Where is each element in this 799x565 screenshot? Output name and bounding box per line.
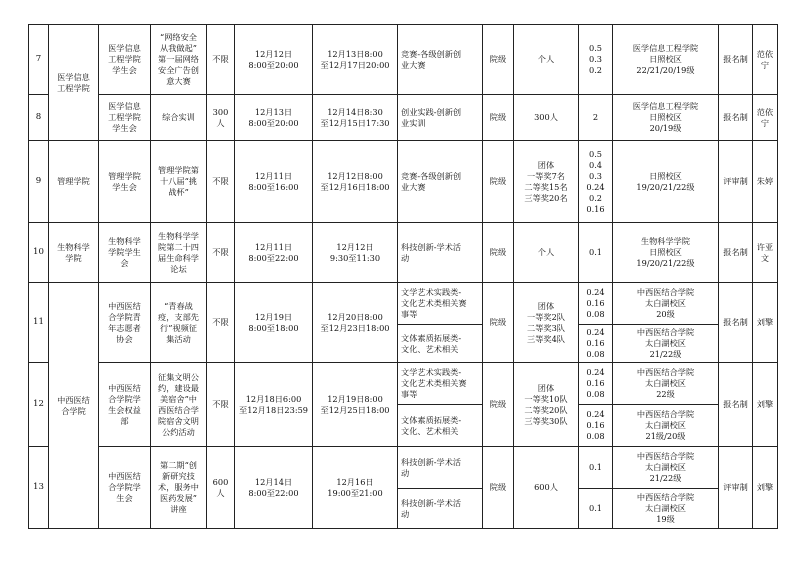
table-row [29, 283, 778, 325]
activity-name-cell: 第二期“创 新研究技 术，服务中 医药发展” 讲座 [151, 447, 207, 529]
campus-cell: 医学信息工程学院 日照校区 22/21/20/19级 [613, 25, 719, 95]
signup-time-cell: 12月13日 8:00至20:00 [235, 95, 313, 141]
row-number: 11 [29, 283, 49, 363]
activity-time-cell: 12月20日8:00 至12月23日18:00 [313, 283, 398, 363]
category-cell: 文体素质拓展类- 文化、艺术相关 [398, 405, 483, 447]
limit-cell: 不限 [207, 25, 235, 95]
signup-time-cell: 12月11日 8:00至22:00 [235, 223, 313, 283]
contact-cell: 朱婷 [753, 141, 778, 223]
campus-cell: 中西医结合学院 太白湖校区 21级/20级 [613, 405, 719, 447]
campus-cell: 中西医结合学院 太白湖校区 20级 [613, 283, 719, 325]
category-cell: 科技创新-学术活 动 [398, 447, 483, 489]
organizer-cell: 中西医结 合学院学 生会 [99, 447, 151, 529]
level-cell: 院级 [483, 25, 514, 95]
level-cell: 院级 [483, 363, 514, 447]
contact-cell: 许亚文 [753, 223, 778, 283]
points-cell: 0.1 [579, 489, 613, 529]
awards-cell: 团体 一等奖10队 二等奖20队 三等奖30队 [514, 363, 579, 447]
points-cell: 0.1 [579, 223, 613, 283]
organizer-cell: 中西医结 合学院青 年志愿者 协会 [99, 283, 151, 363]
category-cell: 竞赛-各级创新创 业大赛 [398, 25, 483, 95]
table-row [29, 447, 778, 489]
awards-cell: 团体 一等奖2队 二等奖3队 三等奖4队 [514, 283, 579, 363]
method-cell: 评审制 [719, 447, 753, 529]
method-cell: 报名制 [719, 223, 753, 283]
table-row [29, 223, 778, 283]
college-cell: 管理学院 [49, 141, 99, 223]
activity-name-cell: 生物科学学 院第二十四 届生命科学 论坛 [151, 223, 207, 283]
awards-cell: 600人 [514, 447, 579, 529]
method-cell: 报名制 [719, 283, 753, 363]
activity-table [28, 24, 778, 529]
college-cell: 医学信息 工程学院 [49, 25, 99, 141]
limit-cell: 600人 [207, 447, 235, 529]
awards-cell: 300人 [514, 95, 579, 141]
method-cell: 评审制 [719, 141, 753, 223]
organizer-cell: 管理学院 学生会 [99, 141, 151, 223]
method-cell: 报名制 [719, 95, 753, 141]
row-number: 13 [29, 447, 49, 529]
level-cell: 院级 [483, 283, 514, 363]
activity-time-cell: 12月16日 19:00至21:00 [313, 447, 398, 529]
activity-name-cell: 管理学院第 十八届“挑 战杯” [151, 141, 207, 223]
organizer-cell: 生物科学 学院学生 会 [99, 223, 151, 283]
campus-cell: 中西医结合学院 太白湖校区 21/22级 [613, 447, 719, 489]
activity-time-cell: 12月12日8:00 至12月16日18:00 [313, 141, 398, 223]
points-cell: 0.5 0.3 0.2 [579, 25, 613, 95]
row-number: 7 [29, 25, 49, 95]
table-row [29, 25, 778, 95]
limit-cell: 300人 [207, 95, 235, 141]
points-cell: 0.5 0.4 0.3 0.24 0.2 0.16 [579, 141, 613, 223]
points-cell: 0.24 0.16 0.08 [579, 363, 613, 405]
category-cell: 科技创新-学术活 动 [398, 223, 483, 283]
category-cell: 文学艺术实践类- 文化艺术类相关赛 事等 [398, 283, 483, 325]
awards-cell: 个人 [514, 223, 579, 283]
awards-cell: 团体 一等奖7名 二等奖15名 三等奖20名 [514, 141, 579, 223]
category-cell: 竞赛-各级创新创 业大赛 [398, 141, 483, 223]
row-number: 12 [29, 363, 49, 447]
college-cell: 中西医结 合学院 [49, 283, 99, 529]
awards-cell: 个人 [514, 25, 579, 95]
category-cell: 文学艺术实践类- 文化艺术类相关赛 事等 [398, 363, 483, 405]
campus-cell: 中西医结合学院 太白湖校区 21/22级 [613, 325, 719, 363]
method-cell: 报名制 [719, 363, 753, 447]
signup-time-cell: 12月14日 8:00至22:00 [235, 447, 313, 529]
category-cell: 创业实践-创新创 业实训 [398, 95, 483, 141]
points-cell: 0.24 0.16 0.08 [579, 405, 613, 447]
organizer-cell: 医学信息 工程学院 学生会 [99, 25, 151, 95]
row-number: 9 [29, 141, 49, 223]
signup-time-cell: 12月11日 8:00至16:00 [235, 141, 313, 223]
college-cell: 生物科学 学院 [49, 223, 99, 283]
campus-cell: 医学信息工程学院 日照校区 20/19级 [613, 95, 719, 141]
points-cell: 0.1 [579, 447, 613, 489]
activity-name-cell: 征集文明公 约，建设最 美宿舍”中 西医结合学 院宿舍文明 公约活动 [151, 363, 207, 447]
points-cell: 0.24 0.16 0.08 [579, 325, 613, 363]
category-cell: 文体素质拓展类- 文化、艺术相关 [398, 325, 483, 363]
table-row [29, 141, 778, 223]
contact-cell: 范依宁 [753, 95, 778, 141]
activity-name-cell: 综合实训 [151, 95, 207, 141]
signup-time-cell: 12月18日6:00 至12月18日23:59 [235, 363, 313, 447]
organizer-cell: 医学信息 工程学院 学生会 [99, 95, 151, 141]
level-cell: 院级 [483, 447, 514, 529]
limit-cell: 不限 [207, 283, 235, 363]
signup-time-cell: 12月19日 8:00至18:00 [235, 283, 313, 363]
campus-cell: 中西医结合学院 太白湖校区 19级 [613, 489, 719, 529]
method-cell: 报名制 [719, 25, 753, 95]
points-cell: 0.24 0.16 0.08 [579, 283, 613, 325]
activity-name-cell: “网络安全 从我做起” 第一届网络 安全广告创 意大赛 [151, 25, 207, 95]
contact-cell: 范依宁 [753, 25, 778, 95]
activity-time-cell: 12月14日8:30 至12月15日17:30 [313, 95, 398, 141]
campus-cell: 日照校区 19/20/21/22级 [613, 141, 719, 223]
campus-cell: 中西医结合学院 太白湖校区 22级 [613, 363, 719, 405]
category-cell: 科技创新-学术活 动 [398, 489, 483, 529]
activity-name-cell: “青春战 疫，支部先 行”视频征 集活动 [151, 283, 207, 363]
limit-cell: 不限 [207, 141, 235, 223]
row-number: 8 [29, 95, 49, 141]
campus-cell: 生物科学学院 日照校区 19/20/21/22级 [613, 223, 719, 283]
row-number: 10 [29, 223, 49, 283]
table-row [29, 363, 778, 405]
level-cell: 院级 [483, 223, 514, 283]
activity-time-cell: 12月12日 9:30至11:30 [313, 223, 398, 283]
level-cell: 院级 [483, 141, 514, 223]
organizer-cell: 中西医结 合学院学 生会权益 部 [99, 363, 151, 447]
contact-cell: 刘擎 [753, 447, 778, 529]
contact-cell: 刘擎 [753, 283, 778, 363]
activity-time-cell: 12月19日8:00 至12月25日18:00 [313, 363, 398, 447]
activity-time-cell: 12月13日8:00 至12月17日20:00 [313, 25, 398, 95]
limit-cell: 不限 [207, 363, 235, 447]
limit-cell: 不限 [207, 223, 235, 283]
contact-cell: 刘擎 [753, 363, 778, 447]
table-row [29, 95, 778, 141]
points-cell: 2 [579, 95, 613, 141]
level-cell: 院级 [483, 95, 514, 141]
signup-time-cell: 12月12日 8:00至20:00 [235, 25, 313, 95]
